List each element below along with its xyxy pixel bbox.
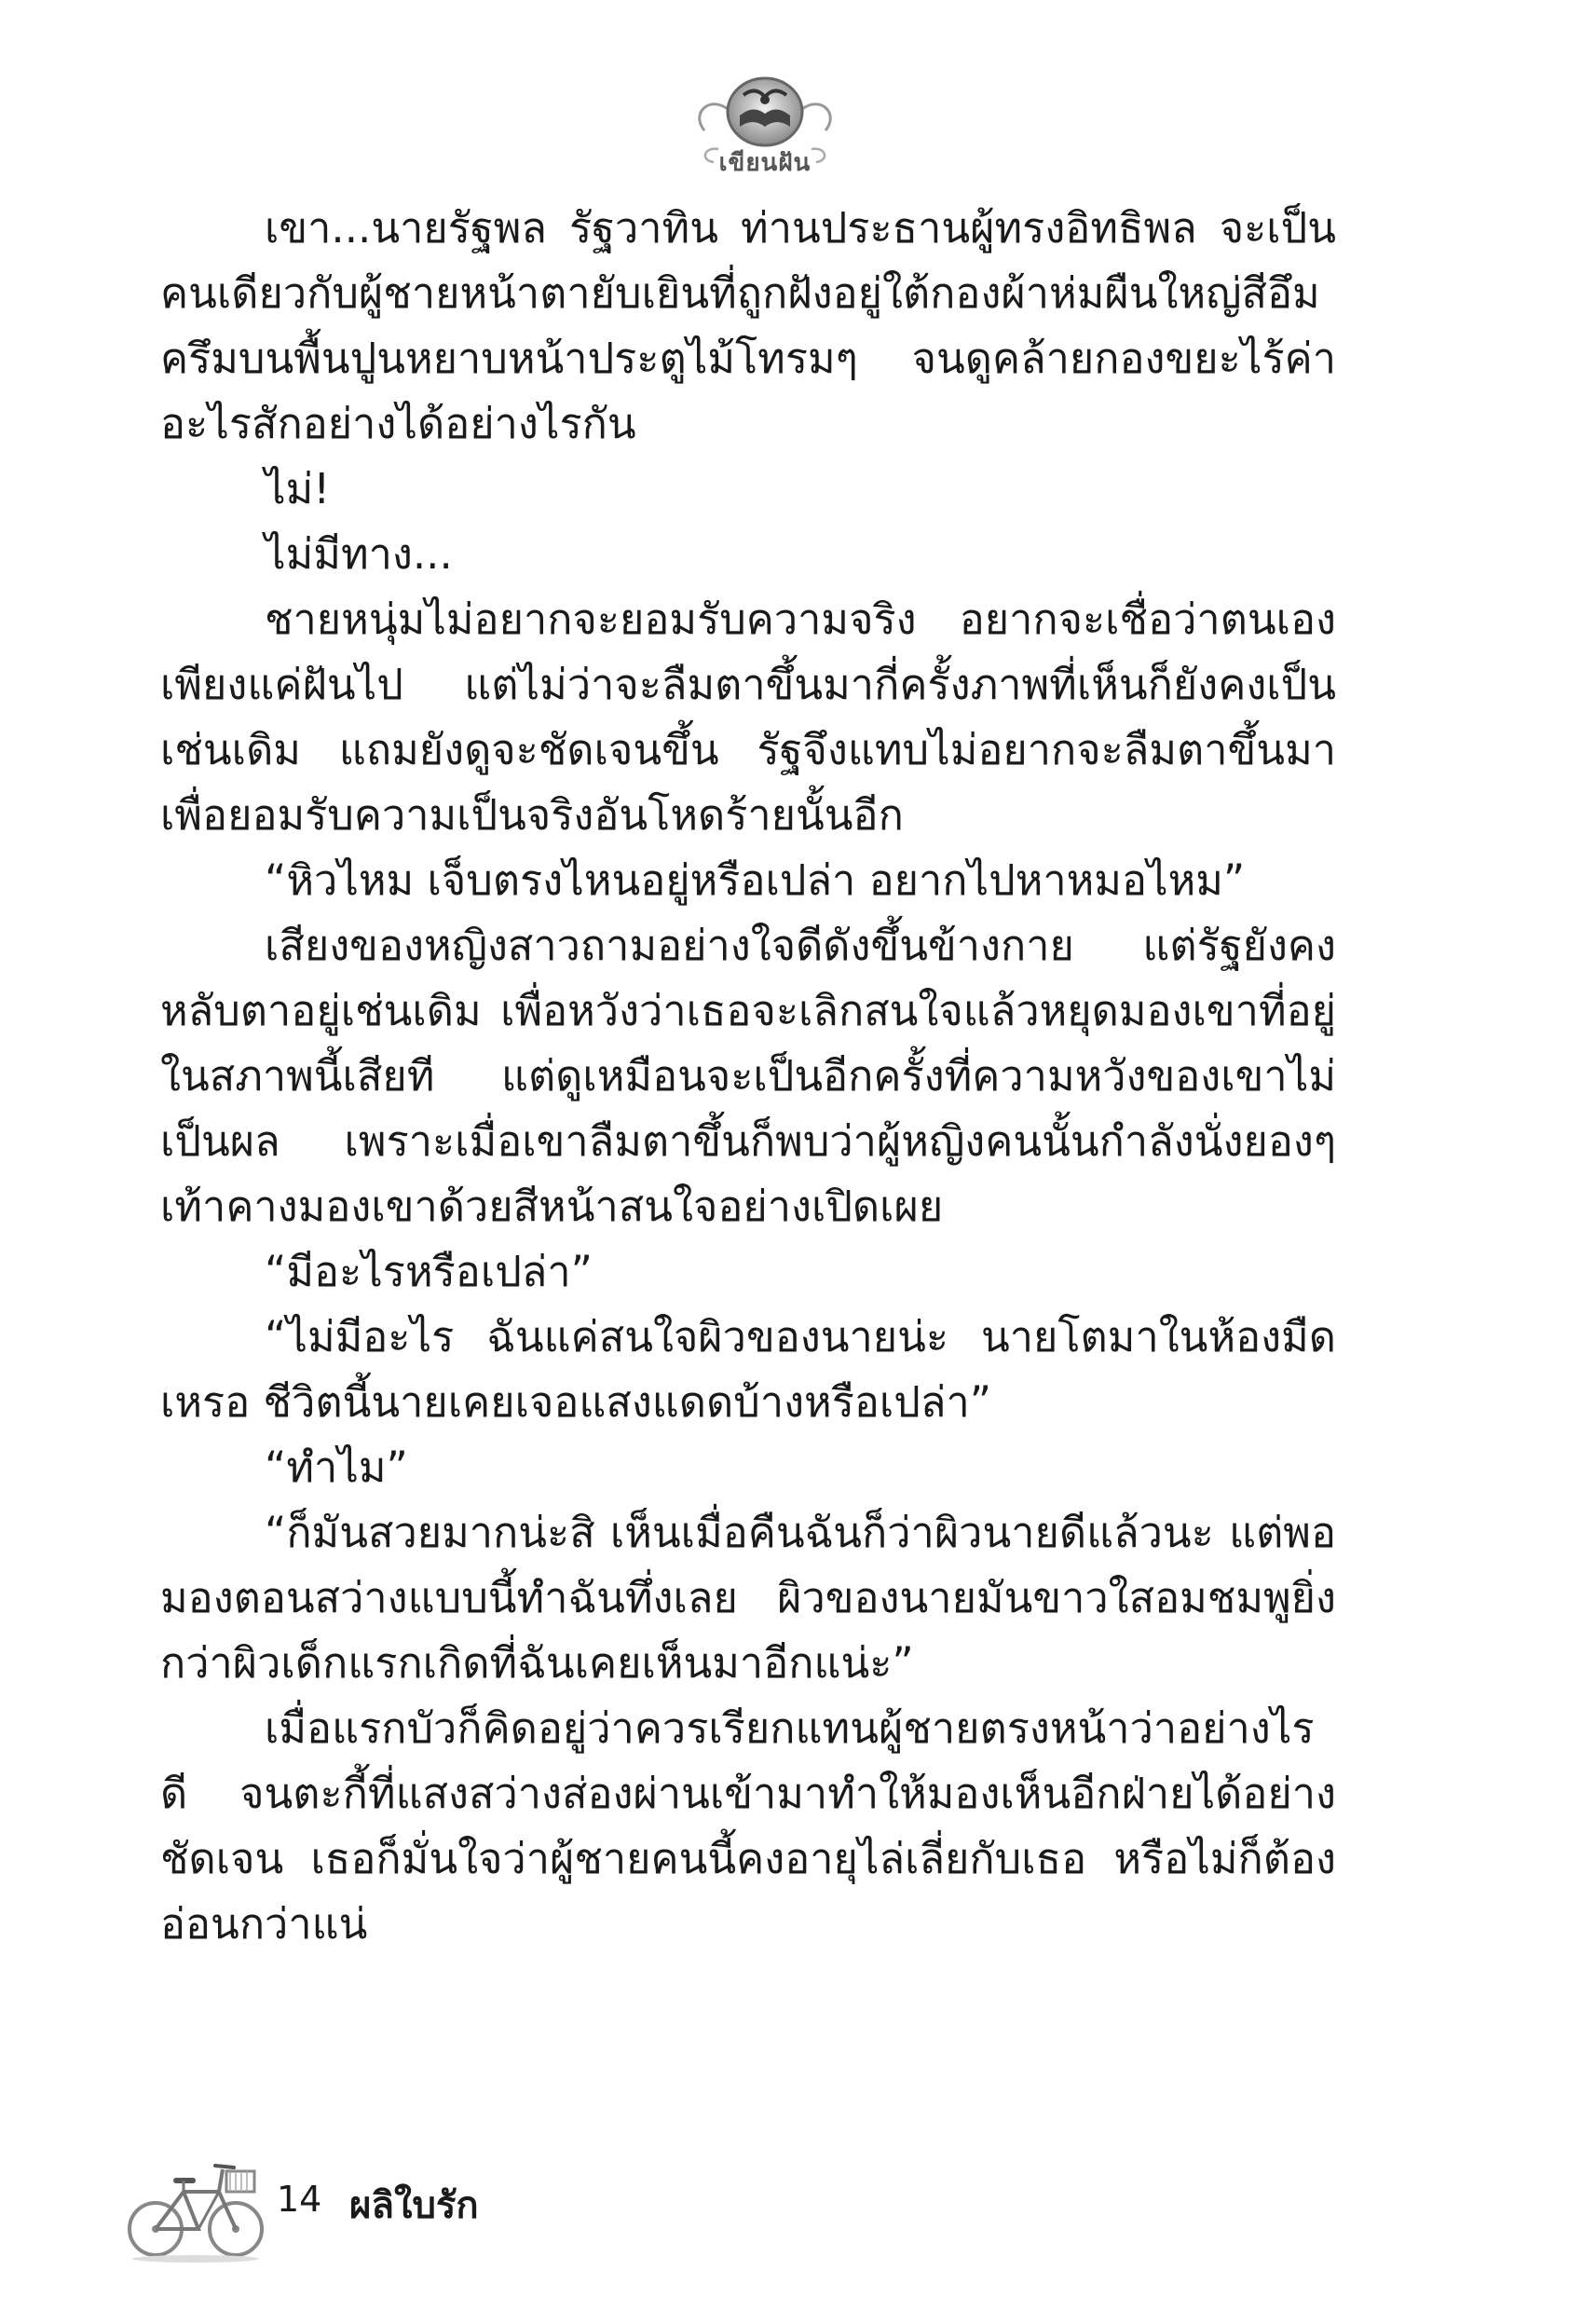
bicycle-icon <box>126 2143 266 2264</box>
paragraph: ไม่! <box>265 464 331 513</box>
paragraph: ไม่มีทาง... <box>265 529 453 579</box>
page-footer <box>126 2143 685 2264</box>
book-title: ผลิใบรัก <box>349 2184 479 2227</box>
paragraph: “หิวไหม เจ็บตรงไหนอยู่หรือเปล่า อยากไปหาหมอไหม” <box>265 855 1246 905</box>
logo-text: เขียนฝัน <box>718 149 812 177</box>
paragraph: “ไม่มีอะไร ฉันแค่สนใจผิวของนายน่ะ นายโตมาในห้องมืดเหรอ ชีวิตนี้นายเคยเจอแสงแดดบ้างหรือเปล่า” <box>160 1312 1336 1427</box>
paragraph: ชายหนุ่มไม่อยากจะยอมรับความจริง อยากจะเชื่อว่าตนเองเพียงแค่ฝันไป แต่ไม่ว่าจะลืมตาขึ้นมากี่ครั้งภาพที่เห็นก็ยังคงเป็นเช่นเดิม แถมยังดูจะชัดเจนขึ้น รัฐจึงแทบไม่อยากจะลืมตาขึ้นมาเพื่อยอมรับความเป็นจริงอันโหดร้ายนั้นอีก <box>160 595 1336 840</box>
page-number: 14 <box>277 2179 322 2220</box>
paragraph: เสียงของหญิงสาวถามอย่างใจดีดังขึ้นข้างกาย แต่รัฐยังคงหลับตาอยู่เช่นเดิม เพื่อหวังว่าเธอจะเลิกสนใจแล้วหยุดมองเขาที่อยู่ในสภาพนี้เสียที แต่ดูเหมือนจะเป็นอีกครั้งที่ความหวังของเขาไม่เป็นผล เพราะเมื่อเขาลืมตาขึ้นก็พบว่าผู้หญิงคนนั้นกำลังนั่งยองๆ เท้าคางมองเขาด้วยสีหน้าสนใจอย่างเปิดเผย <box>160 921 1336 1231</box>
paragraph: “มีอะไรหรือเปล่า” <box>265 1247 593 1296</box>
page-body <box>160 196 1336 1957</box>
paragraph: “ทำไม” <box>265 1443 408 1492</box>
paragraph: “ก็มันสวยมากน่ะสิ เห็นเมื่อคืนฉันก็ว่าผิวนายดีแล้วนะ แต่พอมองตอนสว่างแบบนี้ทำฉันทึ่งเลย ผิวของนายมันขาวใสอมชมพูยิ่งกว่าผิวเด็กแรกเกิดที่ฉันเคยเห็นมาอีกแน่ะ” <box>160 1508 1336 1688</box>
paragraph: เขา...นายรัฐพล รัฐวาทิน ท่านประธานผู้ทรงอิทธิพล จะเป็นคนเดียวกับผู้ชายหน้าตายับเยินที่ถูกฝังอยู่ใต้กองผ้าห่มผืนใหญ่สีอึมครึมบนพื้นปูนหยาบหน้าประตูไม้โทรมๆ จนดูคล้ายกองขยะไร้ค่าอะไรสักอย่างได้อย่างไรกัน <box>160 203 1336 448</box>
paragraph: เมื่อแรกบัวก็คิดอยู่ว่าควรเรียกแทนผู้ชายตรงหน้าว่าอย่างไรดี จนตะกี้ที่แสงสว่างส่องผ่านเข้ามาทำให้มองเห็นอีกฝ่ายได้อย่างชัดเจน เธอก็มั่นใจว่าผู้ชายคนนี้คงอายุไล่เลี่ยกับเธอ หรือไม่ก็ต้องอ่อนกว่าแน่ <box>160 1703 1336 1949</box>
publisher-logo <box>686 58 844 179</box>
